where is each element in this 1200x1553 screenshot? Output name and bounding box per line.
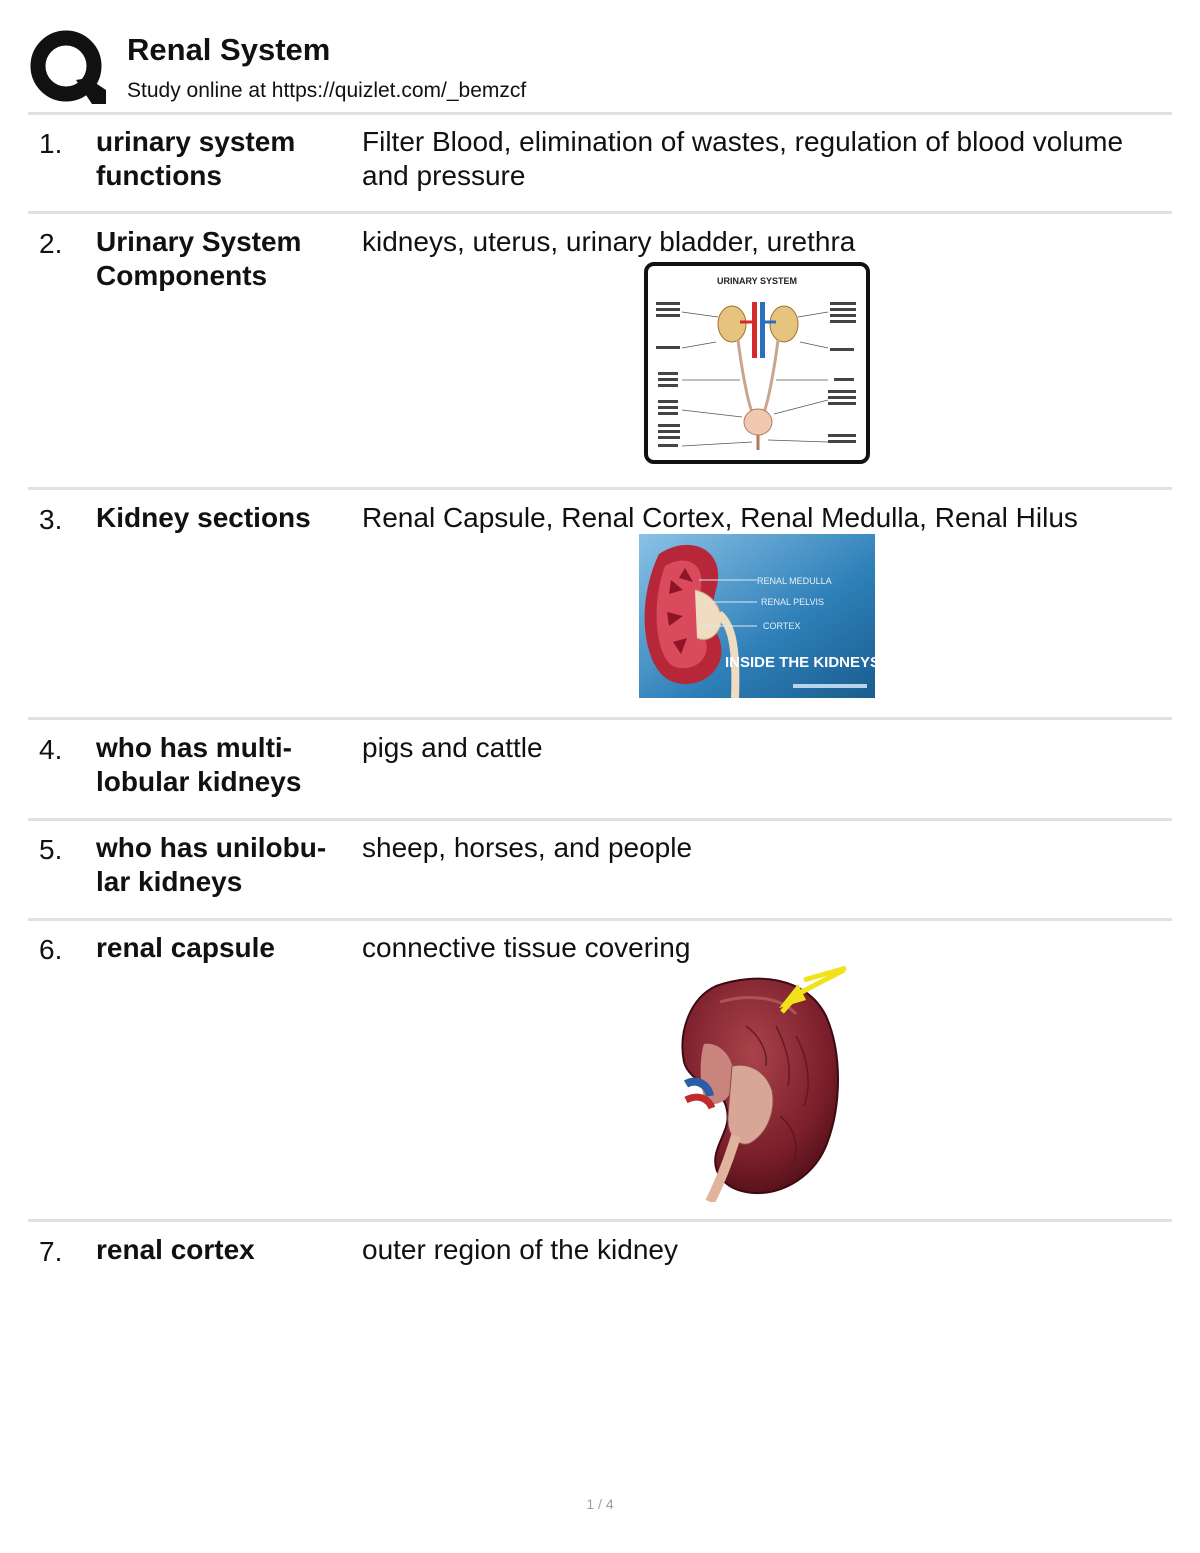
card-definition: kidneys, uterus, urinary bladder, urethra bbox=[362, 226, 856, 257]
card-number: 5. bbox=[39, 834, 63, 865]
urinary-system-diagram bbox=[644, 262, 870, 464]
card-definition: sheep, horses, and people bbox=[362, 832, 693, 863]
card-term: renal capsule bbox=[96, 932, 275, 963]
card-definition: pigs and cattle bbox=[362, 732, 543, 763]
card-definition: Filter Blood, elimination of wastes, regulation of blood volume and pressure bbox=[362, 126, 1124, 191]
divider bbox=[28, 918, 1172, 921]
divider bbox=[28, 211, 1172, 214]
label-cortex: CORTEX bbox=[763, 621, 801, 631]
divider bbox=[28, 487, 1172, 490]
card-definition: Renal Capsule, Renal Cortex, Renal Medulla, Renal Hilus bbox=[362, 502, 1078, 533]
divider bbox=[28, 112, 1172, 115]
card-term: who has unilobu-lar kidneys bbox=[96, 832, 327, 897]
card-number: 3. bbox=[39, 504, 63, 535]
card-definition: connective tissue covering bbox=[362, 932, 691, 963]
study-link[interactable]: Study online at https://quizlet.com/_bemzcf bbox=[127, 79, 527, 102]
card-definition: outer region of the kidney bbox=[362, 1234, 678, 1265]
diagram-title: URINARY SYSTEM bbox=[716, 276, 798, 286]
card-number: 4. bbox=[39, 734, 63, 765]
divider bbox=[28, 818, 1172, 821]
divider bbox=[28, 1219, 1172, 1222]
card-number: 6. bbox=[39, 934, 63, 965]
banner-text: INSIDE THE KIDNEYS bbox=[725, 654, 875, 671]
page-number: 1 / 4 bbox=[586, 1496, 614, 1512]
card-number: 7. bbox=[39, 1236, 63, 1267]
card-term: renal cortex bbox=[96, 1234, 255, 1265]
label-renal-pelvis: RENAL PELVIS bbox=[761, 597, 825, 607]
kidney-capsule-image bbox=[676, 966, 852, 1202]
divider bbox=[28, 717, 1172, 720]
card-term: Urinary System Components bbox=[96, 226, 302, 291]
label-renal-medulla: RENAL MEDULLA bbox=[757, 576, 832, 586]
card-number: 2. bbox=[39, 228, 63, 259]
quizlet-logo-icon bbox=[30, 30, 106, 106]
kidney-cross-section-image bbox=[639, 534, 875, 698]
page-title: Renal System bbox=[127, 32, 331, 67]
card-term: urinary system functions bbox=[96, 126, 296, 191]
card-term: Kidney sections bbox=[96, 502, 311, 533]
card-term: who has multi-lobular kidneys bbox=[96, 732, 302, 797]
card-number: 1. bbox=[39, 128, 63, 159]
